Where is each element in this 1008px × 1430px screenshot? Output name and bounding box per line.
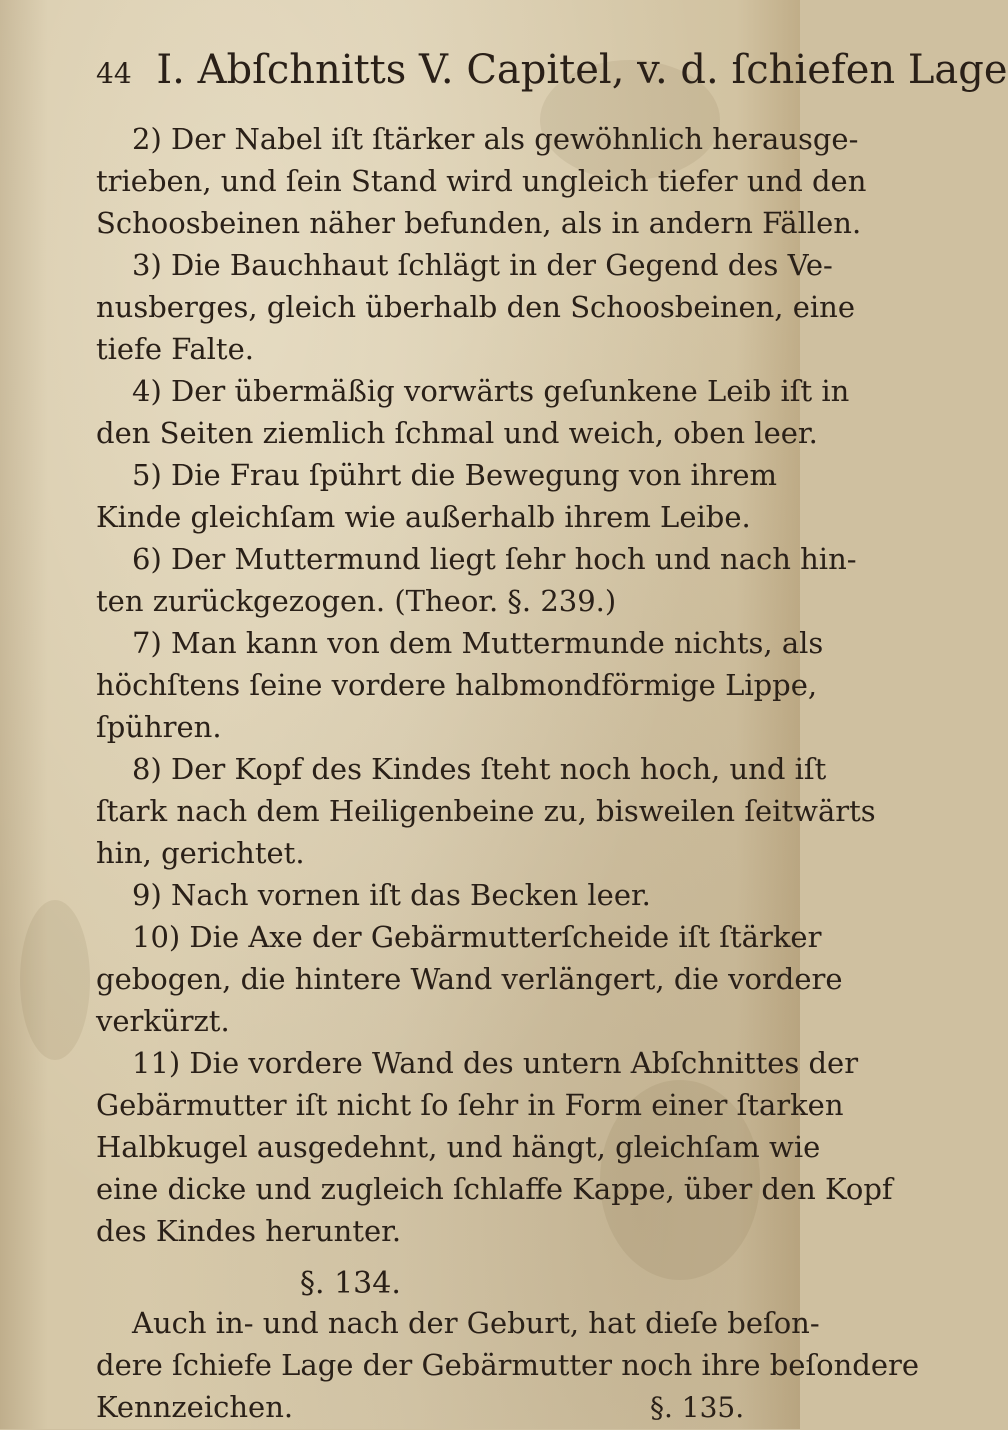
text-line: nusberges, gleich überhalb den Schoosbeinen, eine — [96, 290, 856, 324]
paragraph-item-9 — [96, 874, 786, 916]
paragraph-item-2 — [96, 118, 867, 244]
text-line: 8) Der Kopf des Kindes ſteht noch hoch, und iſt — [132, 752, 827, 786]
text-line: höchſtens ſeine vordere halbmondförmige Lippe, — [96, 668, 818, 702]
text-line: trieben, und ſein Stand wird ungleich tiefer und den — [96, 164, 867, 198]
catchword: §. 135. — [650, 1391, 745, 1424]
text-line: tiefe Falte. — [96, 332, 254, 366]
text-line: Kinde gleichſam wie außerhalb ihrem Leibe. — [96, 500, 751, 534]
page-number: 44 — [96, 57, 132, 90]
text-line: Schoosbeinen näher befunden, als in andern Fällen. — [96, 206, 862, 240]
text-line: verkürzt. — [96, 1004, 230, 1038]
text-line: 6) Der Muttermund liegt ſehr hoch und nach hin- — [132, 542, 857, 576]
text-line: 5) Die Frau ſpührt die Bewegung von ihrem — [132, 458, 778, 492]
text-line: 10) Die Axe der Gebärmutterſcheide iſt ſtärker — [132, 920, 822, 954]
text-line: ſtark nach dem Heiligenbeine zu, bisweilen ſeitwärts — [96, 794, 876, 828]
text-line: 9) Nach vornen iſt das Becken leer. — [132, 878, 651, 912]
text-line: 3) Die Bauchhaut ſchlägt in der Gegend des Ve- — [132, 248, 833, 282]
text-line: des Kindes herunter. — [96, 1214, 402, 1248]
paragraph-item-5 — [96, 454, 786, 538]
text-line: ſpühren. — [96, 710, 222, 744]
text-line: Auch in- und nach der Geburt, hat dieſe beſon- — [132, 1306, 820, 1340]
text-line: 11) Die vordere Wand des untern Abſchnittes der — [132, 1046, 859, 1080]
paragraph-item-10 — [96, 916, 843, 1042]
running-header — [96, 40, 1008, 100]
paragraph-item-11 — [96, 1042, 893, 1252]
paper-stain — [20, 900, 90, 1060]
text-line: 7) Man kann von dem Muttermunde nichts, als — [132, 626, 824, 660]
section-heading: §. 134. — [300, 1266, 401, 1301]
text-line: hin, gerichtet. — [96, 836, 305, 870]
text-line: dere ſchiefe Lage der Gebärmutter noch ihre beſondere — [96, 1348, 920, 1382]
text-line: Gebärmutter iſt nicht ſo ſehr in Form einer ſtarken — [96, 1088, 844, 1122]
paragraph-item-3 — [96, 244, 856, 370]
paragraph-item-8 — [96, 748, 876, 874]
text-line: Halbkugel ausgedehnt, und hängt, gleichſam wie — [96, 1130, 821, 1164]
text-line: ten zurückgezogen. (Theor. §. 239.) — [96, 584, 617, 618]
text-line: 4) Der übermäßig vorwärts geſunkene Leib iſt in — [132, 374, 850, 408]
text-line: Kennzeichen. — [96, 1390, 294, 1424]
text-line: 2) Der Nabel iſt ſtärker als gewöhnlich herausge- — [132, 122, 859, 156]
paragraph-item-4 — [96, 370, 850, 454]
paragraph-item-6 — [96, 538, 857, 622]
text-line: eine dicke und zugleich ſchlaffe Kappe, über den Kopf — [96, 1172, 893, 1206]
header-title: I. Abſchnitts V. Capitel, v. d. ſchiefen Lage — [156, 47, 1008, 93]
text-line: gebogen, die hintere Wand verlängert, die vordere — [96, 962, 843, 996]
text-line: den Seiten ziemlich ſchmal und weich, oben leer. — [96, 416, 818, 450]
paragraph-item-7 — [96, 622, 824, 748]
